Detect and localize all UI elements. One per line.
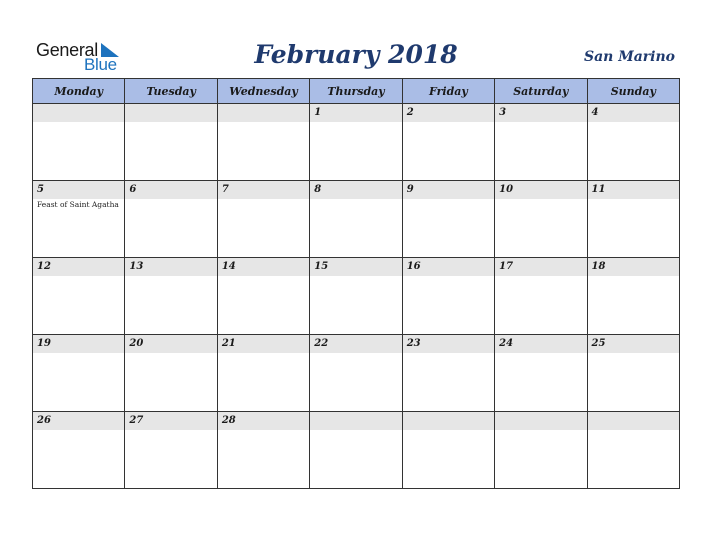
day-number: 13 <box>129 261 144 272</box>
day-number-bar <box>218 335 309 353</box>
day-number-bar <box>310 258 401 276</box>
day-number-bar <box>588 104 679 122</box>
weekday-header: Sunday <box>587 79 679 104</box>
day-number-bar <box>33 104 124 122</box>
day-cell <box>402 412 494 489</box>
day-cell <box>587 258 679 335</box>
day-cell <box>33 181 125 258</box>
day-cell <box>402 104 494 181</box>
day-number <box>403 412 494 415</box>
day-number-bar <box>218 412 309 430</box>
day-cell <box>217 412 309 489</box>
day-number-bar <box>33 258 124 276</box>
day-number-bar <box>588 258 679 276</box>
day-cell <box>125 104 217 181</box>
weekday-header: Thursday <box>310 79 402 104</box>
day-cell <box>310 104 402 181</box>
day-number-bar <box>588 335 679 353</box>
day-number-bar <box>33 181 124 199</box>
day-cell <box>587 181 679 258</box>
day-number: 17 <box>499 261 514 272</box>
day-number-bar <box>588 181 679 199</box>
day-number-bar <box>218 104 309 122</box>
day-cell <box>125 258 217 335</box>
week-row <box>33 412 680 489</box>
week-row <box>33 181 680 258</box>
day-number-bar <box>403 181 494 199</box>
week-row <box>33 104 680 181</box>
day-number-bar <box>403 335 494 353</box>
logo-text-general: General <box>36 40 98 60</box>
day-cell <box>587 104 679 181</box>
day-number: 10 <box>499 184 514 195</box>
day-number <box>588 412 679 415</box>
day-number-bar <box>310 412 401 430</box>
day-number-bar <box>495 181 586 199</box>
day-cell <box>33 412 125 489</box>
day-number-bar <box>310 104 401 122</box>
day-cell <box>402 181 494 258</box>
day-number: 25 <box>591 338 606 349</box>
day-number: 20 <box>129 338 144 349</box>
day-number: 23 <box>406 338 421 349</box>
day-number: 21 <box>221 338 236 349</box>
day-number-bar <box>125 258 216 276</box>
day-number-bar <box>495 335 586 353</box>
day-number-bar <box>495 104 586 122</box>
day-number: 15 <box>314 261 329 272</box>
day-number: 24 <box>499 338 514 349</box>
day-number-bar <box>588 412 679 430</box>
day-number: 12 <box>37 261 51 272</box>
day-number-bar <box>310 181 401 199</box>
day-cell <box>495 181 587 258</box>
day-number <box>495 412 586 415</box>
weekday-header: Friday <box>402 79 494 104</box>
day-number-bar <box>33 335 124 353</box>
day-number: 14 <box>221 261 236 272</box>
day-cell <box>33 335 125 412</box>
day-number-bar <box>218 181 309 199</box>
day-number-bar <box>310 335 401 353</box>
day-number-bar <box>218 258 309 276</box>
day-cell <box>495 412 587 489</box>
day-number: 7 <box>221 184 229 195</box>
weekday-header: Monday <box>33 79 125 104</box>
day-number: 28 <box>221 415 236 426</box>
day-number: 26 <box>37 415 51 426</box>
logo-text-blue: Blue <box>84 55 117 74</box>
day-cell <box>125 335 217 412</box>
day-number <box>33 104 124 107</box>
week-row <box>33 335 680 412</box>
weekday-header: Saturday <box>495 79 587 104</box>
day-number-bar <box>125 104 216 122</box>
day-number <box>125 104 216 107</box>
day-number: 18 <box>591 261 606 272</box>
day-number-bar <box>495 258 586 276</box>
day-number: 6 <box>129 184 137 195</box>
calendar-title: February 2018 <box>254 40 458 69</box>
day-cell <box>125 181 217 258</box>
day-number-bar <box>33 412 124 430</box>
day-cell <box>495 258 587 335</box>
day-cell <box>33 258 125 335</box>
day-number-bar <box>125 181 216 199</box>
day-cell <box>402 258 494 335</box>
day-number-bar <box>403 412 494 430</box>
day-number-bar <box>403 104 494 122</box>
day-cell <box>495 335 587 412</box>
day-number-bar <box>125 412 216 430</box>
weekday-header-row <box>33 79 680 104</box>
day-number: 4 <box>591 107 599 118</box>
day-cell <box>402 335 494 412</box>
day-number: 2 <box>406 107 414 118</box>
day-number: 5 <box>37 184 44 195</box>
day-cell <box>33 104 125 181</box>
day-number <box>218 104 309 107</box>
day-cell <box>495 104 587 181</box>
weekday-header: Tuesday <box>125 79 217 104</box>
day-cell <box>310 258 402 335</box>
day-cell <box>310 335 402 412</box>
weekday-header: Wednesday <box>217 79 309 104</box>
day-number: 11 <box>591 184 606 195</box>
day-cell <box>217 181 309 258</box>
day-number: 3 <box>499 107 507 118</box>
day-number: 9 <box>406 184 414 195</box>
calendar-grid <box>32 78 680 489</box>
day-number: 16 <box>406 261 421 272</box>
holiday-label: Feast of Saint Agatha <box>37 200 119 209</box>
day-cell <box>125 412 217 489</box>
week-row <box>33 258 680 335</box>
day-cell <box>587 335 679 412</box>
day-number: 1 <box>314 107 322 118</box>
day-cell <box>217 258 309 335</box>
day-cell <box>217 335 309 412</box>
day-number-bar <box>403 258 494 276</box>
day-number: 27 <box>129 415 144 426</box>
day-cell <box>310 412 402 489</box>
day-cell <box>587 412 679 489</box>
day-number: 19 <box>37 338 51 349</box>
day-number-bar <box>495 412 586 430</box>
day-number <box>310 412 401 415</box>
day-number: 22 <box>314 338 329 349</box>
day-cell <box>310 181 402 258</box>
day-number-bar <box>125 335 216 353</box>
country-name: San Marino <box>583 49 675 65</box>
day-cell <box>217 104 309 181</box>
day-number: 8 <box>314 184 322 195</box>
